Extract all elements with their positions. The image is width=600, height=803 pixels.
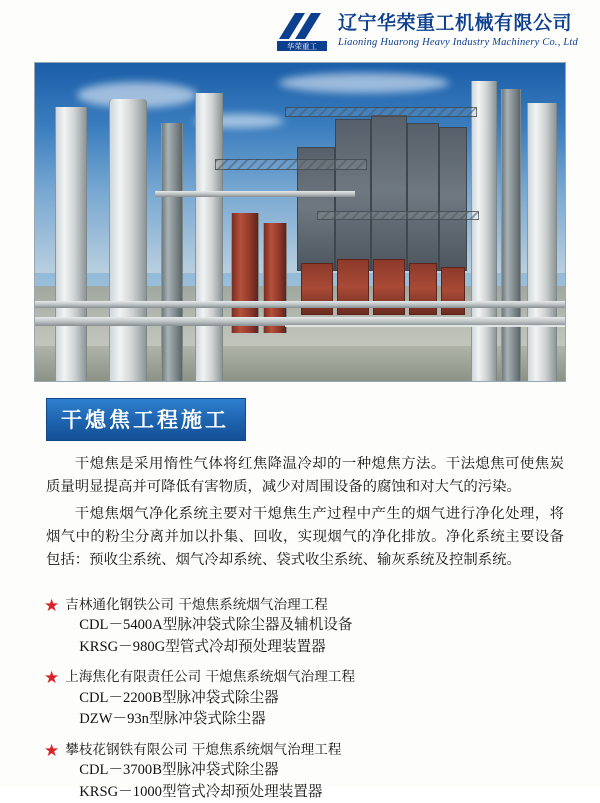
photo-red-duct <box>231 213 259 333</box>
list-item <box>44 595 564 659</box>
company-name-block <box>338 13 578 48</box>
photo-walkway <box>215 159 367 170</box>
project-detail: KRSG－1000型管式冷却预处理装置器 <box>79 783 323 800</box>
company-name-en: Liaoning Huarong Heavy Industry Machinery Co., Ltd <box>337 36 578 48</box>
list-item <box>44 667 564 731</box>
site-photo <box>34 62 566 382</box>
photo-pipe <box>35 301 566 308</box>
photo-pipe <box>155 191 355 197</box>
project-detail: CDL－5400A型脉冲袋式除尘器及辅机设备 <box>79 617 353 634</box>
photo-duct <box>161 123 183 381</box>
photo-dust-collector <box>439 127 467 271</box>
star-icon: ★ <box>44 595 60 615</box>
photo-dust-collector <box>407 123 439 271</box>
photo-duct <box>55 107 87 381</box>
project-detail: CDL－2200B型脉冲袋式除尘器 <box>79 689 279 706</box>
project-content <box>65 740 341 803</box>
project-title: 攀枝花钢铁有限公司 干熄焦系统烟气治理工程 <box>65 741 342 758</box>
company-name-cn: 辽宁华荣重工机械有限公司 <box>337 12 572 35</box>
photo-duct <box>195 93 223 381</box>
photo-walkway <box>285 107 477 117</box>
project-detail: KRSG－980G型管式冷却预处理装置器 <box>79 638 326 655</box>
body-text <box>46 453 564 573</box>
photo-duct <box>109 99 147 381</box>
project-list <box>44 595 564 803</box>
paragraph-2: 干熄焦烟气净化系统主要对干熄焦生产过程中产生的烟气进行净化处理，将烟气中的粉尘分离并加以扑集、回收，实现烟气的净化排放。净化系统主要设备包括：预收尘系统、烟气冷却系统、袋式收尘系统、输灰系统及控制系统。 <box>46 505 564 569</box>
star-icon: ★ <box>44 740 60 760</box>
paragraph-1: 干熄焦是采用惰性气体将红焦降温冷却的一种熄焦方法。干法熄焦可使焦炭质量明显提高并可降低有害物质，减少对周围设备的腐蚀和对大气的污染。 <box>46 456 564 496</box>
svg-text:华荣重工: 华荣重工 <box>286 42 317 51</box>
section-title: 干熄焦工程施工 <box>61 408 229 432</box>
photo-dust-collector <box>371 115 407 271</box>
project-content <box>65 667 355 731</box>
project-detail: CDL－3700B型脉冲袋式除尘器 <box>79 762 279 779</box>
photo-duct <box>471 81 497 381</box>
section-title-band <box>46 398 246 441</box>
project-title: 上海焦化有限责任公司 干熄焦系统烟气治理工程 <box>65 669 356 686</box>
project-detail: DZW－93n型脉冲袋式除尘器 <box>79 711 266 728</box>
photo-cloud <box>279 73 449 93</box>
photo-duct <box>527 103 557 381</box>
page-header <box>0 0 600 62</box>
company-logo-block <box>275 9 578 53</box>
star-icon: ★ <box>44 668 60 688</box>
photo-duct <box>501 89 521 381</box>
project-content <box>65 595 352 659</box>
photo-railing <box>285 325 565 327</box>
huarong-logo-icon <box>275 9 329 53</box>
photo-walkway <box>317 211 479 220</box>
list-item <box>44 740 564 803</box>
project-title: 吉林通化钢铁公司 干熄焦系统烟气治理工程 <box>65 596 328 613</box>
